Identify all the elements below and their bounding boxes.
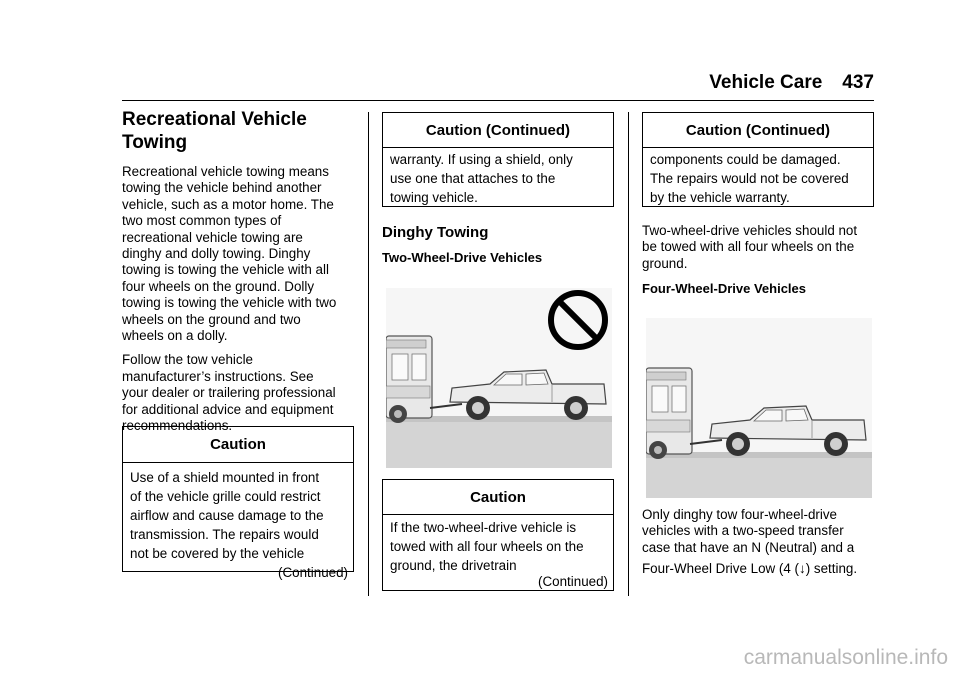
page-number: 437 — [842, 72, 874, 93]
motorhome-icon — [386, 336, 432, 423]
caution-text: Use of a shield mounted in front of the vehicle grille could restrict airflow and cause damage to the transmission. The repairs would not be covered by the vehicle (Continued) — [130, 470, 348, 580]
caution-box-shield — [122, 426, 354, 580]
caution-box-continued-1 — [382, 112, 614, 207]
section-title: Vehicle Care — [709, 72, 823, 93]
low-range-line: Four-Wheel Drive Low (4 (↓) setting. — [642, 561, 858, 577]
towing-allowed-illustration — [646, 318, 872, 498]
low-range-arrow-icon: ↓ — [799, 561, 806, 577]
section-heading: Recreational Vehicle Towing — [122, 109, 307, 153]
caution-continued-title: Caution (Continued) — [383, 113, 613, 148]
caution-box-drivetrain — [382, 479, 614, 591]
header-rule — [122, 100, 874, 101]
four-wheel-drive-tow-illustration — [646, 318, 872, 498]
caution-text: If the two-wheel-drive vehicle is towed with all four wheels on the ground, the drivetrain (Continued) — [390, 520, 608, 589]
page-header — [709, 72, 874, 94]
caution-continued-title: Caution (Continued) — [643, 113, 873, 148]
continued-label: (Continued) — [278, 565, 348, 580]
motorhome-icon — [646, 368, 692, 459]
watermark: carmanualsonline.info — [743, 646, 948, 669]
instructions-paragraph: Follow the tow vehicle manufacturer’s instructions. See your dealer or trailering professional for additional advice and equipment recommendations. — [122, 352, 336, 434]
two-wheel-drive-tow-illustration — [386, 288, 612, 468]
caution-title: Caution — [123, 427, 353, 463]
column-1 — [122, 108, 358, 435]
continued-label: (Continued) — [538, 574, 608, 589]
four-wheel-drive-subheading: Four-Wheel-Drive Vehicles — [642, 281, 806, 296]
column-divider-1 — [368, 112, 369, 596]
caution-box-continued-2 — [642, 112, 874, 207]
column-divider-2 — [628, 112, 629, 596]
caution-continued-text: warranty. If using a shield, only use one that attaches to the towing vehicle. — [390, 152, 573, 205]
towing-prohibited-illustration — [386, 288, 612, 468]
caution-title: Caution — [383, 480, 613, 515]
dinghy-towing-heading: Dinghy Towing — [382, 224, 489, 241]
caution-continued-text: components could be damaged. The repairs would not be covered by the vehicle warranty. — [650, 152, 849, 205]
two-wheel-drive-subheading: Two-Wheel-Drive Vehicles — [382, 250, 543, 265]
four-wheel-drive-paragraph: Only dinghy tow four-wheel-drive vehicles with a two-speed transfer case that have an N (Neutral) and a Four-Wheel Drive Low (4 (↓) setting. — [642, 507, 878, 578]
two-wheel-drive-paragraph: Two-wheel-drive vehicles should not be towed with all four wheels on the ground. — [642, 223, 858, 271]
intro-paragraph: Recreational vehicle towing means towing the vehicle behind another vehicle, such as a motor home. The two most common types of recreational vehicle towing are dinghy and dolly towing. Dinghy towing is towing the vehicle with all four wheels on the ground. Dolly towing is towing the vehicle with two wheels on the ground and two wheels on a dolly. — [122, 164, 337, 344]
